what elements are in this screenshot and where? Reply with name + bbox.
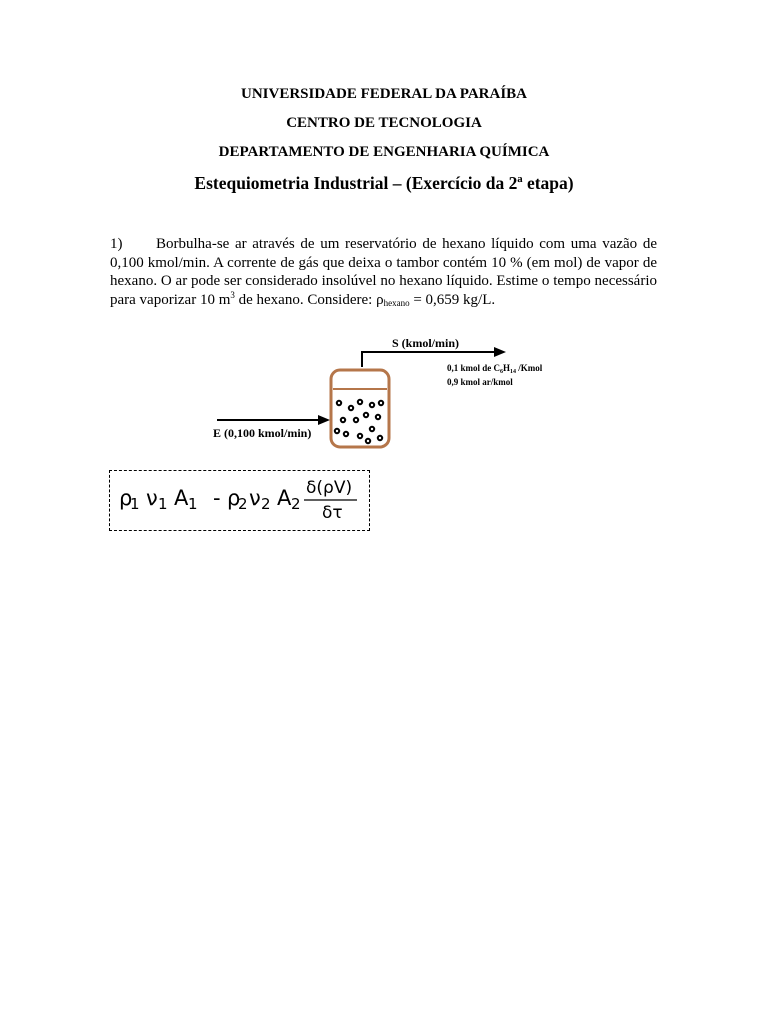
exercise-text-3: = 0,659 kg/L. xyxy=(409,291,496,308)
exercise-text-2: de hexano. Considere: xyxy=(234,291,377,308)
rho-1-sub: 1 xyxy=(130,495,140,513)
mass-balance-equation xyxy=(110,471,371,532)
fraction-numerator: δ(ρV) xyxy=(306,478,353,498)
nu-2: ν xyxy=(249,486,261,510)
minus-sign: - xyxy=(213,486,221,510)
exercise-text: Borbulha-se ar através de um reservatório de hexano líquido com uma vazão de 0,100 kmol/min. A corrente de gás que deixa o tambor contém 10 % (em mol) de vapor de hexano. O ar pode ser considerado insolúvel no hexano líquido. Estime o tempo necessário para vaporizar 10 m xyxy=(110,236,657,308)
rho-subscript: hexano xyxy=(383,297,410,308)
nu-2-sub: 2 xyxy=(261,495,271,513)
rho-1: ρ xyxy=(119,486,133,510)
exercise-paragraph xyxy=(110,235,657,309)
fraction-denominator: δτ xyxy=(322,503,343,523)
center-name: CENTRO DE TECNOLOGIA xyxy=(286,115,482,131)
area-2-sub: 2 xyxy=(291,495,301,513)
nu-1-sub: 1 xyxy=(158,495,168,513)
equation-box xyxy=(109,470,370,531)
outlet-label: S (kmol/min) xyxy=(392,336,460,350)
inlet-arrowhead xyxy=(318,415,330,425)
document-title: Estequiometria Industrial – (Exercício da 2ª etapa) xyxy=(194,173,574,193)
rho-symbol: ρ xyxy=(376,291,384,308)
inlet-label: E (0,100 kmol/min) xyxy=(213,426,312,440)
exercise-number: 1) xyxy=(110,236,123,252)
outlet-composition-hexane: 0,1 kmol de $C_6H_{14}$ /Kmol xyxy=(447,363,543,375)
area-2: A xyxy=(277,486,292,510)
area-1: A xyxy=(174,486,189,510)
rho-2-sub: 2 xyxy=(238,495,248,513)
area-1-sub: 1 xyxy=(188,495,198,513)
outlet-arrowhead xyxy=(494,347,506,357)
rho-2: ρ xyxy=(227,486,241,510)
outlet-composition-air: 0,9 kmol ar/kmol xyxy=(447,377,513,387)
university-name: UNIVERSIDADE FEDERAL DA PARAÍBA xyxy=(240,86,527,102)
cubic-superscript: 3 xyxy=(230,289,235,300)
nu-1: ν xyxy=(146,486,158,510)
process-diagram xyxy=(200,330,570,455)
department-name: DEPARTAMENTO DE ENGENHARIA QUÍMICA xyxy=(218,144,550,160)
